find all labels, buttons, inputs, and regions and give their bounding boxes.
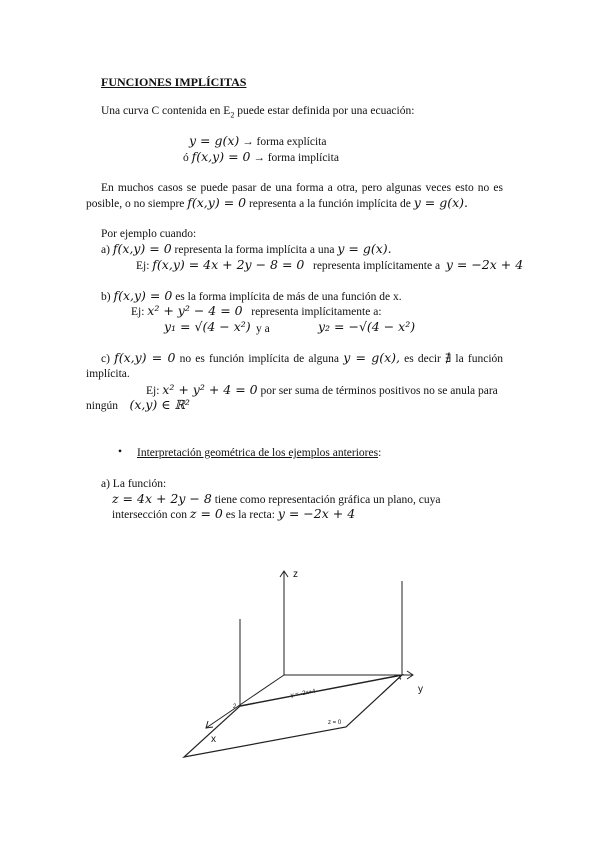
geo-line2: z = 4x + 2y − 8 tiene como representación gráfica un plano, cuya bbox=[112, 491, 441, 506]
implicit-form: ó f(x,y) = 0 → forma implícita bbox=[183, 149, 339, 164]
example-c-line2: implícita. bbox=[86, 368, 130, 380]
bullet-marker: • bbox=[118, 446, 123, 458]
examples-intro: Por ejemplo cuando: bbox=[101, 228, 197, 240]
para1-line1: En muchos casos se puede pasar de una forma a otra, pero algunas veces esto no es bbox=[101, 182, 503, 194]
example-c-ningun: ningún (x,y) ∈ ℝ² bbox=[86, 397, 190, 412]
y-axis-label: y bbox=[418, 684, 423, 695]
example-c-ej: Ej: x² + y² + 4 = 0 por ser suma de términos positivos no se anula para bbox=[146, 382, 498, 397]
example-a-ej: Ej: f(x,y) = 4x + 2y − 8 = 0 representa implícitamente a y = −2x + 4 bbox=[136, 257, 524, 272]
intro-text: Una curva C contenida en $E_2$ puede estar definida por una ecuación: bbox=[101, 105, 415, 120]
intersection-line bbox=[240, 675, 402, 706]
x-axis bbox=[206, 675, 284, 728]
line-label: y = -2x+4 bbox=[290, 688, 316, 699]
example-c: c) f(x,y) = 0 no es función implícita de alguna y = g(x), es decir ∄ la función bbox=[101, 350, 504, 365]
example-b-and: y a bbox=[256, 323, 270, 335]
geo-line3: intersección con z = 0 es la recta: y = −2x + 4 bbox=[112, 506, 356, 521]
explicit-form: y = g(x) → forma explícita bbox=[189, 133, 327, 148]
para1-line2: posible, o no siempre f(x,y) = 0 representa a la función implícita de y = g(x). bbox=[86, 195, 468, 210]
example-b-ej: Ej: x² + y² − 4 = 0 representa implícitamente a: bbox=[131, 303, 382, 318]
x-axis-label: x bbox=[211, 734, 216, 745]
page-title: FUNCIONES IMPLÍCITAS bbox=[101, 75, 247, 89]
tick-x-2: 2 bbox=[233, 704, 237, 710]
example-b: b) f(x,y) = 0 es la forma implícita de más de una función de x. bbox=[101, 288, 402, 303]
plane-z0 bbox=[184, 675, 402, 757]
example-b-y2: y₂ = −√(4 − x²) bbox=[318, 319, 416, 334]
example-a: a) f(x,y) = 0 representa la forma implícita a una y = g(x). bbox=[101, 241, 392, 256]
tick-y-4: 4 bbox=[398, 676, 402, 682]
example-b-y1: y₁ = √(4 − x²) bbox=[164, 319, 251, 334]
z-axis-label: z bbox=[293, 569, 298, 580]
plane-label: z = 0 bbox=[328, 720, 342, 726]
bullet-heading: Interpretación geométrica de los ejemplos anteriores: bbox=[137, 447, 382, 459]
geo-line1: a) La función: bbox=[101, 478, 167, 490]
